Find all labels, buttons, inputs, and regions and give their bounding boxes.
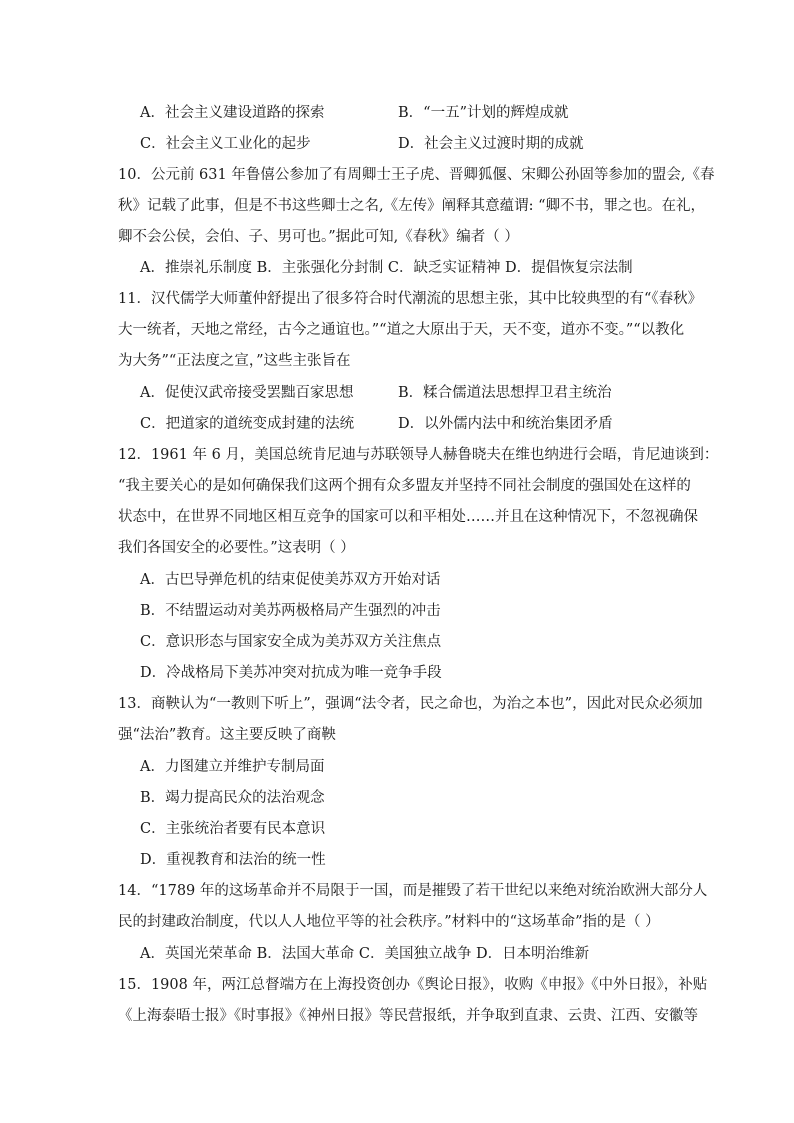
q14-stem-line-1: 14．“1789 年的这场革命并不局限于一国，而是摧毁了若干世纪以来绝对统治欧洲大部分人 (118, 883, 708, 899)
q9-option-b: B．“一五”计划的辉煌成就 (398, 105, 569, 121)
q9-option-d: D．社会主义过渡时期的成就 (398, 136, 584, 152)
q12-option-b: B．不结盟运动对美苏两极格局产生强烈的冲击 (140, 603, 441, 619)
q11-stem-line-3: 为大务”“正法度之宣，”这些主张旨在 (118, 353, 351, 369)
q13-stem-line-1: 13．商鞅认为“一教则下听上”，强调“法令者，民之命也，为治之本也”，因此对民众必须加 (118, 696, 703, 712)
q11-stem-line-2: 大一统者，天地之常经，古今之通谊也。”“道之大原出于天，天不变，道亦不变。”“以教化 (118, 322, 685, 338)
q10-options: A．推崇礼乐制度 B．主张强化分封制 C．缺乏实证精神 D．提倡恢复宗法制 (140, 260, 633, 276)
q12-stem-line-1: 12．1961 年 6 月，美国总统肯尼迪与苏联领导人赫鲁晓夫在维也纳进行会晤，肯尼迪谈到： (118, 447, 719, 463)
q11-option-d: D．以外儒内法中和统治集团矛盾 (398, 416, 613, 432)
q13-option-b: B．竭力提高民众的法治观念 (140, 790, 325, 806)
q9-option-a: A．社会主义建设道路的探索 (140, 105, 325, 121)
q14-options: A．英国光荣革命 B．法国大革命 C．美国独立战争 D．日本明治维新 (140, 946, 590, 962)
q12-stem-line-4: 我们各国安全的必要性。”这表明（ ） (118, 540, 355, 556)
q12-option-d: D．冷战格局下美苏冲突对抗成为唯一竞争手段 (140, 665, 442, 681)
q10-stem-line-1: 10．公元前 631 年鲁僖公参加了有周卿士王子虎、晋卿狐偃、宋卿公孙固等参加的盟会,《春 (118, 167, 715, 183)
q15-stem-line-1: 15．1908 年，两江总督端方在上海投资创办《舆论日报》，收购《申报》《中外日报》，补贴 (118, 977, 708, 993)
q12-stem-line-3: 状态中，在世界不同地区相互竞争的国家可以和平相处……并且在这种情况下，不忽视确保 (118, 509, 698, 525)
q13-option-d: D．重视教育和法治的统一性 (140, 852, 326, 868)
q14-stem-line-2: 民的封建政治制度，代以人人地位平等的社会秩序。”材料中的“这场革命”指的是（ ） (118, 914, 660, 930)
q13-option-c: C．主张统治者要有民本意识 (140, 821, 326, 837)
q9-option-c: C．社会主义工业化的起步 (140, 136, 311, 152)
q11-option-a: A．促使汉武帝接受罢黜百家思想 (140, 385, 354, 401)
q10-stem-line-3: 卿不会公侯，会伯、子、男可也。”据此可知,《春秋》编者（ ） (118, 229, 519, 245)
q13-option-a: A．力图建立并维护专制局面 (140, 759, 325, 775)
q12-option-c: C．意识形态与国家安全成为美苏双方关注焦点 (140, 634, 442, 650)
q12-option-a: A．古巴导弹危机的结束促使美苏双方开始对话 (140, 572, 441, 588)
q11-option-b: B．糅合儒道法思想捍卫君主统治 (398, 385, 612, 401)
q11-stem-line-1: 11．汉代儒学大师董仲舒提出了很多符合时代潮流的思想主张，其中比较典型的有“《春秋》 (118, 291, 703, 307)
q10-stem-line-2: 秋》记载了此事，但是不书这些卿士之名,《左传》阐释其意蕴谓: “卿不书，罪之也。在礼， (118, 198, 706, 214)
q15-stem-line-2: 《上海泰晤士报》《时事报》《神州日报》等民营报纸，并争取到直隶、云贵、江西、安徽等 (118, 1008, 698, 1024)
q13-stem-line-2: 强“法治”教育。这主要反映了商鞅 (118, 727, 336, 743)
q11-option-c: C．把道家的道统变成封建的法统 (140, 416, 355, 432)
q12-stem-line-2: “我主要关心的是如何确保我们这两个拥有众多盟友并坚持不同社会制度的强国处在这样的 (118, 478, 691, 494)
